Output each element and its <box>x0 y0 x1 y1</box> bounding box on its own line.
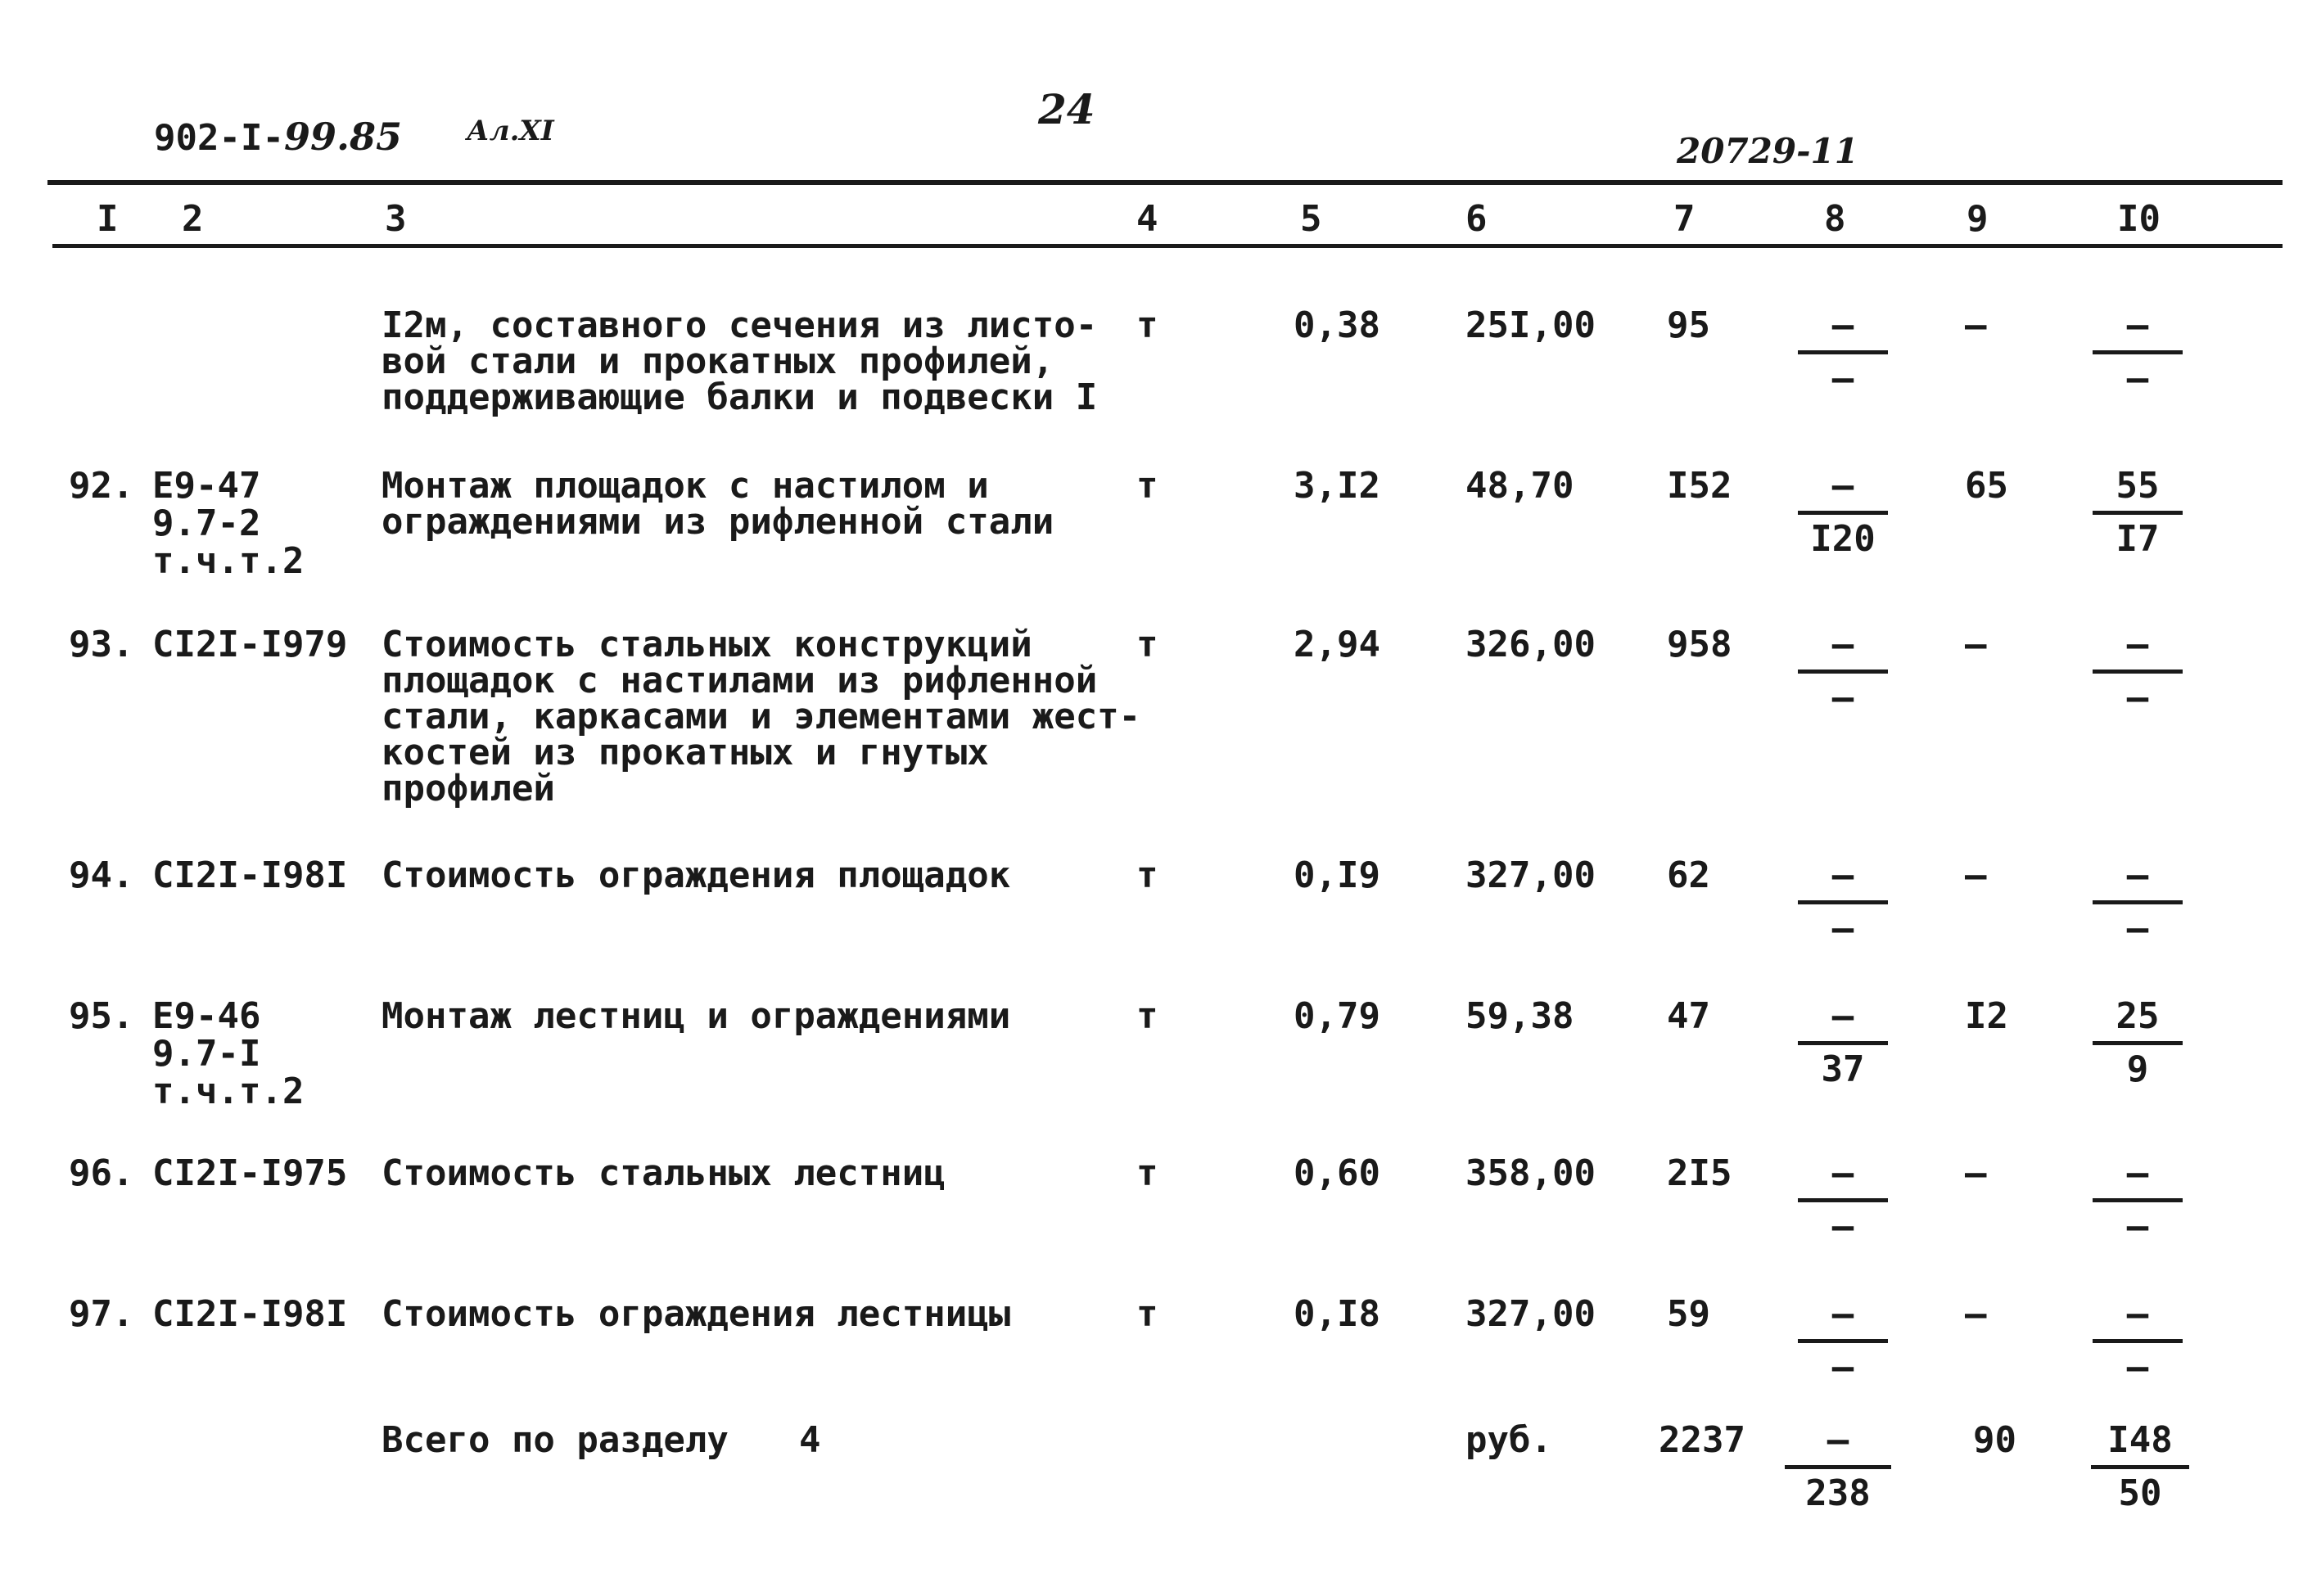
document-suffix: 99.85 <box>283 115 402 159</box>
sheet-code: 20729-11 <box>1677 131 1858 171</box>
work-description-line: Монтаж лестниц и ограждениями <box>382 995 1011 1037</box>
norm-code-line: Е9-47 <box>152 465 261 507</box>
col8-fraction <box>1798 1293 1888 1388</box>
col8-fraction <box>1798 854 1888 949</box>
row-number: 96. <box>69 1152 134 1194</box>
quantity: 2,94 <box>1294 624 1380 665</box>
col10-fraction <box>2093 1293 2183 1388</box>
work-description-line: поддерживающие балки и подвески I <box>382 376 1098 418</box>
fraction-bar <box>1785 1465 1891 1469</box>
column-header: 9 <box>1967 198 1989 240</box>
unit: т <box>1136 304 1158 346</box>
norm-code-line: т.ч.т.2 <box>152 1071 305 1112</box>
unit: т <box>1136 995 1158 1037</box>
work-description-line: площадок с настилами из рифленной <box>382 660 1098 701</box>
unit: т <box>1136 465 1158 507</box>
norm-code-line: 9.7-I <box>152 1033 261 1075</box>
total-col8-denominator: 238 <box>1805 1472 1871 1514</box>
col10-fraction-numerator: – <box>2126 304 2149 346</box>
fraction-bar <box>2093 670 2183 674</box>
fraction-bar <box>1798 670 1888 674</box>
col10-fraction-denominator: – <box>2126 908 2149 949</box>
norm-code-line: CI2I-I98I <box>152 1293 348 1335</box>
fraction-bar <box>2093 1198 2183 1202</box>
work-description-line: Стоимость стальных лестниц <box>382 1152 946 1194</box>
norm-code-line: CI2I-I979 <box>152 624 348 665</box>
work-description-line: Монтаж площадок с настилом и <box>382 465 989 507</box>
col8-fraction <box>1798 624 1888 719</box>
total-label: Всего по разделу <box>382 1419 729 1461</box>
col10-fraction <box>2093 465 2183 560</box>
album-label: Ал.XI <box>467 115 554 147</box>
work-description-line: вой стали и прокатных профилей, <box>382 340 1054 382</box>
col10-fraction-numerator: – <box>2126 1293 2149 1335</box>
col9-value: – <box>1965 624 1987 665</box>
quantity: 3,I2 <box>1294 465 1380 507</box>
col8-fraction-numerator: – <box>1831 1293 1854 1335</box>
unit-price: 358,00 <box>1465 1152 1596 1194</box>
col8-fraction <box>1798 465 1888 560</box>
unit: т <box>1136 1293 1158 1335</box>
fraction-bar <box>1798 900 1888 904</box>
fraction-bar <box>2091 1465 2189 1469</box>
column-header: 6 <box>1465 198 1488 240</box>
work-description-line: стали, каркасами и элементами жест- <box>382 696 1141 737</box>
column-header: 7 <box>1673 198 1696 240</box>
col10-fraction-numerator: – <box>2126 854 2149 896</box>
fraction-bar <box>1798 1041 1888 1045</box>
col8-fraction-numerator: – <box>1831 304 1854 346</box>
total-cost: 958 <box>1667 624 1732 665</box>
col8-fraction-numerator: – <box>1831 465 1854 507</box>
column-header: 3 <box>385 198 407 240</box>
col10-fraction-numerator: 25 <box>2116 995 2160 1037</box>
col8-fraction-numerator: – <box>1831 1152 1854 1194</box>
col9-value: I2 <box>1965 995 2008 1037</box>
col8-fraction <box>1798 1152 1888 1247</box>
column-header: I0 <box>2117 198 2161 240</box>
total-col9: 90 <box>1973 1419 2016 1461</box>
row-number: 97. <box>69 1293 134 1335</box>
quantity: 0,38 <box>1294 304 1380 346</box>
column-header: I <box>97 198 119 240</box>
work-description-line: ограждениями из рифленной стали <box>382 501 1054 543</box>
fraction-bar <box>2093 511 2183 515</box>
col10-fraction <box>2093 854 2183 949</box>
document-number <box>154 115 402 159</box>
col8-fraction-numerator: – <box>1831 624 1854 665</box>
col8-fraction <box>1798 304 1888 399</box>
col10-fraction <box>2093 304 2183 399</box>
quantity: 0,79 <box>1294 995 1380 1037</box>
row-number: 93. <box>69 624 134 665</box>
unit-price: 327,00 <box>1465 1293 1596 1335</box>
col10-fraction <box>2093 1152 2183 1247</box>
col10-fraction-numerator: 55 <box>2116 465 2160 507</box>
fraction-bar <box>2093 1339 2183 1343</box>
work-description-line: Стоимость ограждения площадок <box>382 854 1011 896</box>
quantity: 0,60 <box>1294 1152 1380 1194</box>
total-unit: руб. <box>1465 1419 1552 1461</box>
total-cost: 62 <box>1667 854 1710 896</box>
col10-fraction-numerator: – <box>2126 1152 2149 1194</box>
total-col8-numerator: – <box>1827 1419 1849 1461</box>
fraction-bar <box>1798 511 1888 515</box>
header-top-rule <box>47 180 2283 185</box>
norm-code-line: CI2I-I98I <box>152 854 348 896</box>
column-header: 8 <box>1824 198 1846 240</box>
norm-code-line: 9.7-2 <box>152 503 261 544</box>
col8-fraction <box>1798 995 1888 1090</box>
work-description-line: Стоимость ограждения лестницы <box>382 1293 1011 1335</box>
col8-fraction-denominator: – <box>1831 908 1854 949</box>
quantity: 0,I8 <box>1294 1293 1380 1335</box>
col10-fraction-denominator: – <box>2126 1346 2149 1388</box>
unit-price: 48,70 <box>1465 465 1574 507</box>
col10-fraction <box>2093 995 2183 1090</box>
work-description-line: I2м, составного сечения из листо- <box>382 304 1098 346</box>
column-header: 2 <box>182 198 204 240</box>
row-number: 95. <box>69 995 134 1037</box>
column-header: 4 <box>1136 198 1158 240</box>
row-number: 92. <box>69 465 134 507</box>
col8-fraction-numerator: – <box>1831 995 1854 1037</box>
col8-fraction-denominator: I20 <box>1810 518 1876 560</box>
col9-value: – <box>1965 1293 1987 1335</box>
norm-code-line: Е9-46 <box>152 995 261 1037</box>
col10-fraction-numerator: – <box>2126 624 2149 665</box>
col10-fraction <box>2093 624 2183 719</box>
total-section-number: 4 <box>799 1419 821 1461</box>
fraction-bar <box>2093 1041 2183 1045</box>
total-cost: 47 <box>1667 995 1710 1037</box>
total-col10-fraction <box>2091 1419 2189 1514</box>
unit: т <box>1136 854 1158 896</box>
total-cost: 2I5 <box>1667 1152 1732 1194</box>
work-description-line: профилей <box>382 768 555 809</box>
col8-fraction-denominator: – <box>1831 1346 1854 1388</box>
col10-fraction-denominator: – <box>2126 358 2149 399</box>
unit-price: 59,38 <box>1465 995 1574 1037</box>
col10-fraction-denominator: – <box>2126 677 2149 719</box>
col8-fraction-denominator: – <box>1831 1206 1854 1247</box>
unit: т <box>1136 624 1158 665</box>
fraction-bar <box>2093 900 2183 904</box>
total-cost: I52 <box>1667 465 1732 507</box>
fraction-bar <box>2093 350 2183 354</box>
page-number: 24 <box>1038 85 1095 133</box>
header-bottom-rule <box>52 244 2283 248</box>
col8-fraction-denominator: – <box>1831 358 1854 399</box>
norm-code-line: CI2I-I975 <box>152 1152 348 1194</box>
fraction-bar <box>1798 350 1888 354</box>
fraction-bar <box>1798 1198 1888 1202</box>
work-description-line: Стоимость стальных конструкций <box>382 624 1032 665</box>
col9-value: – <box>1965 304 1987 346</box>
total-sum: 2237 <box>1659 1419 1745 1461</box>
unit-price: 326,00 <box>1465 624 1596 665</box>
col9-value: – <box>1965 1152 1987 1194</box>
unit-price: 327,00 <box>1465 854 1596 896</box>
col8-fraction-denominator: 37 <box>1821 1048 1865 1090</box>
column-header: 5 <box>1300 198 1322 240</box>
row-number: 94. <box>69 854 134 896</box>
norm-code-line: т.ч.т.2 <box>152 540 305 582</box>
unit-price: 25I,00 <box>1465 304 1596 346</box>
total-col10-numerator: I48 <box>2107 1419 2173 1461</box>
quantity: 0,I9 <box>1294 854 1380 896</box>
total-col10-denominator: 50 <box>2118 1472 2162 1514</box>
total-cost: 59 <box>1667 1293 1710 1335</box>
col10-fraction-denominator: – <box>2126 1206 2149 1247</box>
col10-fraction-denominator: 9 <box>2126 1048 2149 1090</box>
col8-fraction-numerator: – <box>1831 854 1854 896</box>
unit: т <box>1136 1152 1158 1194</box>
document-prefix: 902-I- <box>154 117 284 159</box>
fraction-bar <box>1798 1339 1888 1343</box>
col10-fraction-denominator: I7 <box>2116 518 2160 560</box>
work-description-line: костей из прокатных и гнутых <box>382 732 989 773</box>
col8-fraction-denominator: – <box>1831 677 1854 719</box>
total-cost: 95 <box>1667 304 1710 346</box>
total-col8-fraction <box>1785 1419 1891 1514</box>
col9-value: – <box>1965 854 1987 896</box>
col9-value: 65 <box>1965 465 2008 507</box>
